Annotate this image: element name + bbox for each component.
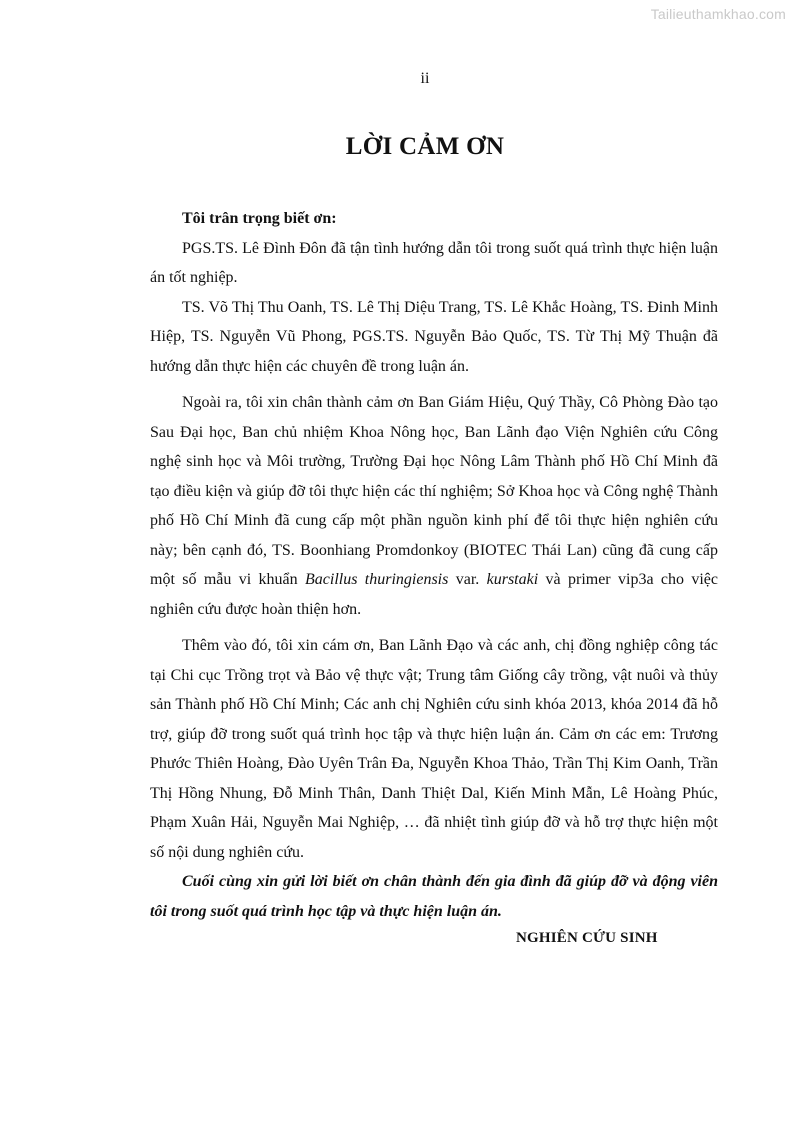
institutions-text: Ngoài ra, tôi xin chân thành cảm ơn Ban Giám Hiệu, Quý Thầy, Cô Phòng Đào tạo Sau Đại học, Ban chủ nhiệm Khoa Nông học, Ban Lãnh đạo Viện Nghiên cứu Công nghệ sinh học và Môi trường, Trường Đại học Nông Lâm Thành phố Hồ Chí Minh đã tạo điều kiện và giúp đỡ tôi thực hiện các thí nghiệm; Sở Khoa học và Công nghệ Thành phố Hồ Chí Minh đã cung cấp một phần nguồn kinh phí để tôi thực hiện nghiên cứu này; bên cạnh đó, TS. Boonhiang Promdonkoy (BIOTEC Thái Lan) cũng đã cung cấp một số mẫu vi khuẩn [150,394,718,588]
advisor-paragraph: PGS.TS. Lê Đình Đôn đã tận tình hướng dẫn tôi trong suốt quá trình thực hiện luận án tốt nghiệp. [150,239,718,286]
colleagues-paragraph: Thêm vào đó, tôi xin cám ơn, Ban Lãnh Đạo và các anh, chị đồng nghiệp công tác tại Chi cục Trồng trọt và Bảo vệ thực vật; Trung tâm Giống cây trồng, vật nuôi và thủy sản Thành phố Hồ Chí Minh; Các anh chị Nghiên cứu sinh khóa 2013, khóa 2014 đã hỗ trợ, giúp đỡ trong suốt quá trình học tập và thực hiện luận án. Cảm ơn các em: Trương Phước Thiên Hoàng, Đào Uyên Trân Đa, Nguyễn Khoa Thảo, Trần Thị Kim Oanh, Trần Thị Hồng Nhung, Đỗ Minh Thân, Danh Thiệt Dal, Kiến Minh Mẫn, Lê Hoàng Phúc, Phạm Xuân Hải, Nguyễn Mai Nghiệp, … đã nhiệt tình giúp đỡ và hỗ trợ thực hiện một số nội dung nghiên cứu. [150,637,718,861]
topics-paragraph: TS. Võ Thị Thu Oanh, TS. Lê Thị Diệu Trang, TS. Lê Khắc Hoàng, TS. Đinh Minh Hiệp, TS. Nguyễn Vũ Phong, PGS.TS. Nguyễn Bảo Quốc, TS. Từ Thị Mỹ Thuận đã hướng dẫn thực hiện các chuyên đề trong luận án. [150,298,718,375]
closing-paragraph: Cuối cùng xin gửi lời biết ơn chân thành đến gia đình đã giúp đỡ và động viên tôi trong suốt quá trình học tập và thực hiện luận án. [150,873,718,920]
institutions-paragraph [150,388,718,624]
watermark: Tailieuthamkhao.com [650,6,786,22]
institutions-text-end: và primer vip3a cho việc nghiên cứu được hoàn thiện hơn. [150,571,719,618]
page-number: ii [420,70,430,87]
acknowledgement-body [150,204,718,926]
variety-name: kurstaki [486,571,539,588]
var-label: var. [448,571,487,588]
species-name: Bacillus thuringiensis [305,571,449,588]
page-title: LỜI CẢM ƠN [345,133,505,160]
signature: NGHIÊN CỨU SINH [516,930,658,946]
intro-line: Tôi trân trọng biết ơn: [182,210,337,227]
